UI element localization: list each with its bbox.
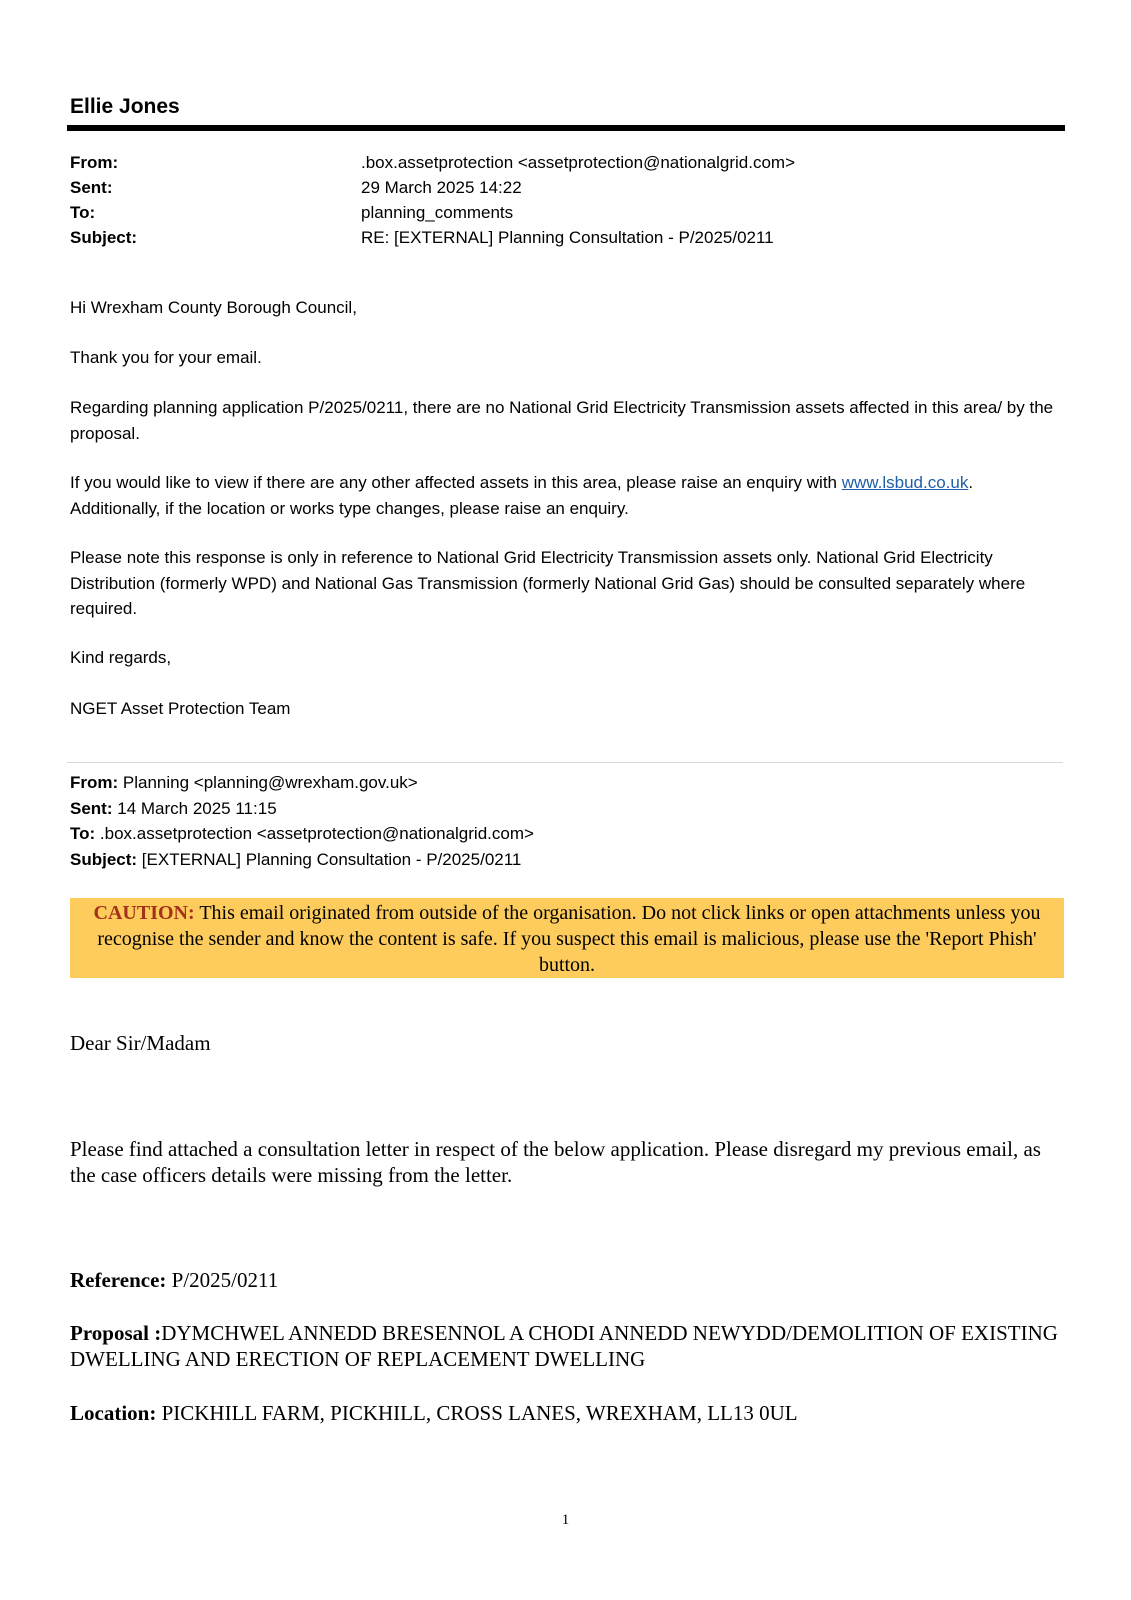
location-label: Location: [70,1401,157,1425]
header-from-row [70,150,795,175]
letter-proposal [70,1320,1060,1372]
forwarded-subject-label: Subject: [70,849,138,869]
forwarded-from-label: From: [70,773,119,792]
reply-note-block [70,545,1060,622]
header-subject-value: RE: [EXTERNAL] Planning Consultation - P/2025/0211 [361,228,774,247]
header-to-row [70,200,795,225]
reply-regarding: Regarding planning application P/2025/0211, there are no National Grid Electricity Transmission assets affected in this area/ by the proposal. [70,398,1054,443]
forwarded-from-row [70,770,534,796]
reply-note: Please note this response is only in reference to National Grid Electricity Transmission assets only. National Grid Electricity Distribution (formerly WPD) and National Gas Transmission (formerly National Grid Gas) should be consulted separately where required. [70,548,1026,618]
reply-greeting: Hi Wrexham County Borough Council, [70,298,357,317]
header-sent-value: 29 March 2025 14:22 [361,178,522,197]
reply-thanks-block [70,345,1060,371]
forwarded-subject-value: [EXTERNAL] Planning Consultation - P/2025/0211 [141,849,522,869]
location-value: PICKHILL FARM, PICKHILL, CROSS LANES, WREXHAM, LL13 0UL [161,1401,798,1425]
reply-signoff-block [70,645,1060,671]
header-subject-label: Subject: [70,228,138,247]
reply-team-block [70,696,1060,722]
header-to-label: To: [70,203,96,222]
letter-location [70,1400,1060,1426]
reply-enquiry-block [70,470,1060,521]
reference-label: Reference: [70,1268,167,1292]
letter-body-block [70,1136,1060,1188]
letter-salutation-block [70,1030,1060,1056]
owner-name: Ellie Jones [70,95,180,118]
header-sent-row [70,175,795,200]
header-subject-row [70,225,795,250]
forwarded-subject-row [70,847,534,873]
proposal-value: DYMCHWEL ANNEDD BRESENNOL A CHODI ANNEDD NEWYDD/DEMOLITION OF EXISTING DWELLING AND ERECTION OF REPLACEMENT DWELLING [70,1321,1058,1371]
forwarded-to-label: To: [70,824,96,843]
forwarded-sent-row [70,796,534,822]
lsbud-link[interactable]: www.lsbud.co.uk [841,473,969,492]
page-number: 1 [561,1512,570,1528]
letter-location-block [70,1400,1060,1426]
caution-text: This email originated from outside of the organisation. Do not click links or open attachments unless you recognise the sender and know the content is safe. If you suspect this email is malicious, please use the 'Report Phish' button. [97,902,1041,976]
reply-regarding-block [70,395,1060,446]
forwarded-sent-label: Sent: [70,798,113,818]
forwarded-sent-value: 14 March 2025 11:15 [117,798,277,818]
reply-enquiry-before: If you would like to view if there are any other affected assets in this area, please raise an enquiry with [70,473,842,492]
header-from-value: .box.assetprotection <assetprotection@nationalgrid.com> [361,153,796,172]
reference-value: P/2025/0211 [171,1268,279,1292]
proposal-label: Proposal : [70,1321,162,1345]
letter-reference-block [70,1267,1060,1293]
message-divider [67,762,1063,763]
forwarded-header [70,770,534,872]
forwarded-from-value: Planning <planning@wrexham.gov.uk> [122,773,418,792]
caution-label: CAUTION: [93,902,195,924]
header-sent-label: Sent: [70,178,113,197]
email-header [70,150,795,250]
forwarded-to-value: .box.assetprotection <assetprotection@nationalgrid.com> [99,824,534,843]
forwarded-to-row [70,821,534,847]
owner-rule [67,125,1065,131]
reply-enquiry-after: . Additionally, if the location or works type changes, please raise an enquiry. [70,473,974,518]
reply-thanks: Thank you for your email. [70,348,262,367]
reply-team: NGET Asset Protection Team [70,699,291,718]
letter-reference [70,1267,1060,1293]
reply-greeting-block [70,295,1060,321]
caution-banner [70,898,1064,978]
letter-body: Please find attached a consultation letter in respect of the below application. Please disregard my previous email, as the case officers details were missing from the letter. [70,1137,1041,1187]
header-from-label: From: [70,153,119,172]
letter-proposal-block [70,1320,1060,1372]
header-to-value: planning_comments [361,203,514,222]
reply-signoff: Kind regards, [70,648,172,667]
letter-salutation: Dear Sir/Madam [70,1031,211,1055]
reply-enquiry [70,470,1060,521]
